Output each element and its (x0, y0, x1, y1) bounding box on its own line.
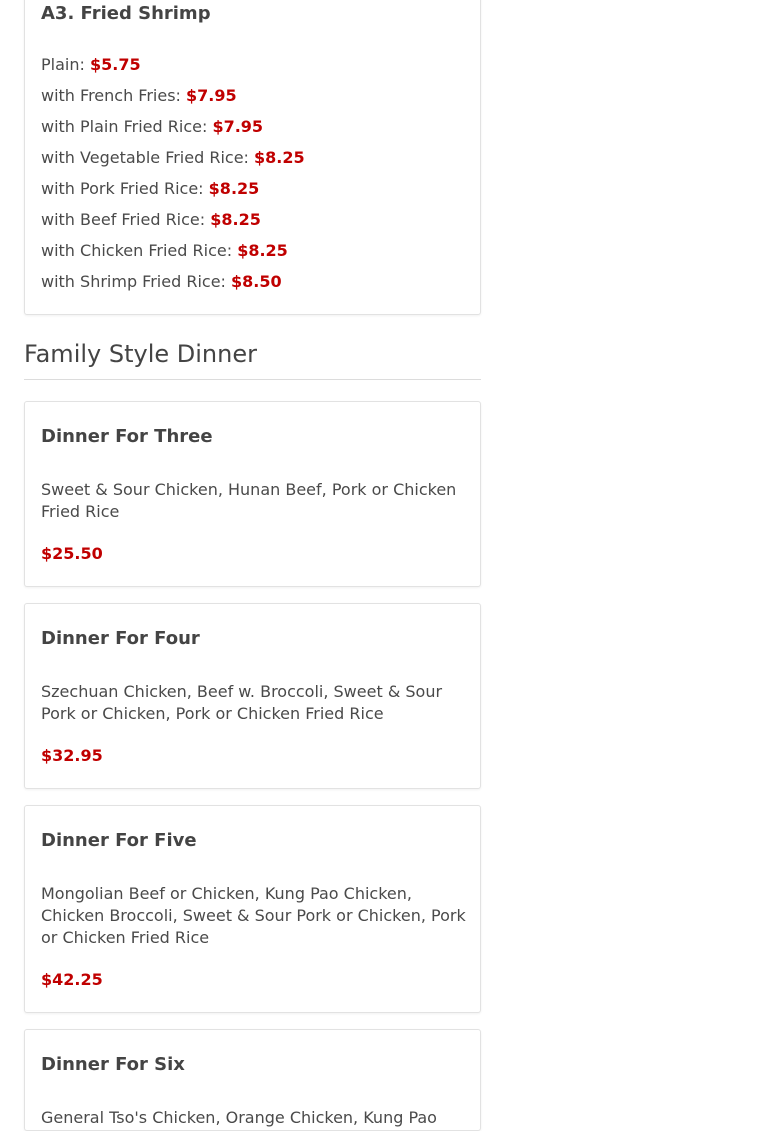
menu-item-title: Dinner For Four (41, 628, 200, 649)
option-label: with French Fries: (41, 86, 181, 105)
option-price: $7.95 (212, 117, 264, 136)
option-price: $8.25 (254, 148, 305, 167)
section-divider (24, 379, 481, 380)
option-row[interactable] (41, 148, 305, 168)
option-label: with Pork Fried Rice: (41, 179, 204, 198)
option-price: $8.25 (210, 210, 261, 229)
menu-item-title: A3. Fried Shrimp (41, 3, 211, 24)
option-label: with Plain Fried Rice: (41, 117, 208, 136)
option-price: $5.75 (89, 55, 141, 74)
menu-item-description: Sweet & Sour Chicken, Hunan Beef, Pork or Chicken Fried Rice (41, 480, 457, 521)
menu-item-card[interactable] (24, 603, 481, 789)
menu-item-title: Dinner For Six (41, 1054, 185, 1075)
menu-item-price: $32.95 (41, 746, 103, 765)
section-title: Family Style Dinner (24, 340, 257, 368)
option-row[interactable] (41, 210, 261, 230)
option-row[interactable] (41, 272, 282, 292)
option-price: $8.25 (237, 241, 288, 260)
option-row[interactable] (41, 55, 141, 75)
menu-item-description: Szechuan Chicken, Beef w. Broccoli, Sweet & Sour Pork or Chicken, Pork or Chicken Fried Rice (41, 682, 443, 723)
menu-item-card[interactable] (24, 1029, 481, 1131)
menu-item-price: $42.25 (41, 970, 103, 989)
option-label: Plain: (41, 55, 85, 74)
menu-item-price: $25.50 (41, 544, 103, 563)
option-label: with Vegetable Fried Rice: (41, 148, 249, 167)
menu-item-title: Dinner For Three (41, 426, 213, 447)
menu-item-card[interactable] (24, 805, 481, 1013)
menu-item-description: Mongolian Beef or Chicken, Kung Pao Chicken, Chicken Broccoli, Sweet & Sour Pork or Chicken, Pork or Chicken Fried Rice (41, 884, 466, 947)
option-price: $8.50 (231, 272, 282, 291)
menu-item-card-fried-shrimp[interactable] (24, 0, 481, 315)
option-label: with Beef Fried Rice: (41, 210, 206, 229)
option-label: with Shrimp Fried Rice: (41, 272, 226, 291)
menu-item-description: General Tso's Chicken, Orange Chicken, Kung Pao (41, 1108, 437, 1127)
option-label: with Chicken Fried Rice: (41, 241, 233, 260)
option-row[interactable] (41, 86, 237, 106)
menu-item-title: Dinner For Five (41, 830, 197, 851)
option-row[interactable] (41, 241, 288, 261)
option-price: $8.25 (208, 179, 260, 198)
option-price: $7.95 (186, 86, 237, 105)
option-row[interactable] (41, 179, 259, 199)
menu-item-card[interactable] (24, 401, 481, 587)
option-row[interactable] (41, 117, 263, 137)
